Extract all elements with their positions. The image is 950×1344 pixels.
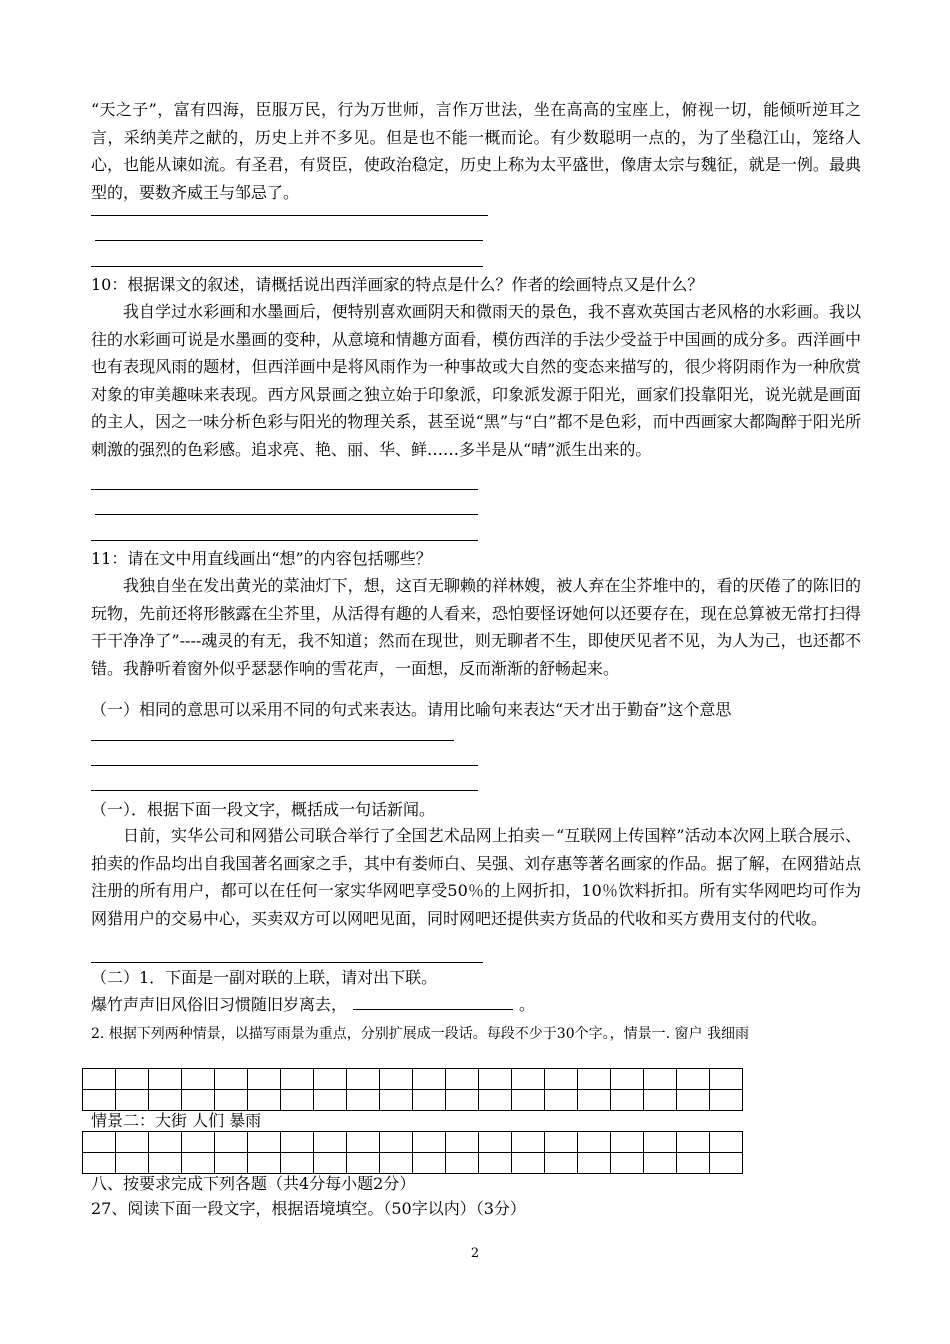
answer-line (91, 790, 478, 791)
answer-line (91, 489, 478, 490)
couplet-upper: 爆竹声声旧风俗旧习惯随旧岁离去， (91, 995, 348, 1014)
answer-line (91, 740, 454, 741)
question-10: 10：根据课文的叙述，请概括说出西洋画家的特点是什么？作者的绘画特点又是什么？ (91, 275, 704, 294)
passage-xianglin: 我独自坐在发出黄光的菜油灯下，想，这百无聊赖的祥林嫂，被人弃在尘芥堆中的，看的厌倦了的陈旧的玩物，先前还将形骸露在尘芥里，从活得有趣的人看来，恐怕要怪讶她何以还要存在，现在总算被无常打扫得干干净净了”----魂灵的有无，我不知道；然而在现世，则无聊者不生，即使厌见者不见，为人为己，也还都不错。我静听着窗外似乎瑟瑟作响的雪花声，一面想，反而渐渐的舒畅起来。 (91, 576, 861, 678)
simile-question: （一）相同的意思可以采用不同的句式来表达。请用比喻句来表达“天才出于勤奋”这个意思 (91, 700, 732, 719)
answer-line (91, 540, 478, 541)
expand-question: 2. 根据下列两种情景，以描写雨景为重点，分别扩展成一段话。每段不少于30个字。，情景一. 窗户 我细雨 (91, 1026, 749, 1042)
answer-line (95, 240, 483, 241)
couplet-question: （二）1．下面是一副对联的上联，请对出下联。 (91, 968, 438, 987)
writing-grid-scene1[interactable] (82, 1068, 743, 1111)
writing-grid-scene2[interactable] (82, 1131, 743, 1174)
couplet-answer-blank[interactable] (353, 993, 513, 1010)
section-8-heading: 八、按要求完成下列各题（共4分每小题2分） (91, 1174, 416, 1193)
scene2-label: 情景二：大街 人们 暴雨 (91, 1111, 262, 1130)
answer-line (91, 215, 488, 216)
answer-line (91, 962, 483, 963)
answer-line (95, 514, 478, 515)
answer-line (91, 765, 478, 766)
passage-emperor: “天之子”，富有四海，臣服万民，行为万世师，言作万世法，坐在高高的宝座上，俯视一切，能倾听逆耳之言，采纳美芹之献的，历史上并不多见。但是也不能一概而论。有少数聪明一点的，为了坐稳江山，笼络人心，也能从谏如流。有圣君，有贤臣，使政治稳定，历史上称为太平盛世，像唐太宗与魏征，就是一例。最典型的，要数齐威王与邹忌了。 (91, 100, 861, 202)
news-question: （一）．根据下面一段文字，概括成一句话新闻。 (91, 800, 436, 819)
passage-news: 日前，实华公司和网猎公司联合举行了全国艺术品网上拍卖－“互联网上传国粹”活动本次网上联合展示、拍卖的作品均出自我国著名画家之手，其中有娄师白、吴强、刘存惠等著名画家的作品。据了解，在网猎站点注册的所有用户，都可以在任何一家实华网吧享受50％的上网折扣，10％饮料折扣。所有实华网吧均可作为网猎用户的交易中心，买卖双方可以网吧见面，同时网吧还提供卖方货品的代收和买方费用支付的代收。 (91, 826, 861, 928)
couplet-line (91, 993, 535, 1017)
page-number: 2 (470, 1246, 480, 1261)
answer-line (91, 266, 483, 267)
question-11: 11：请在文中用直线画出“想”的内容包括哪些？ (91, 549, 432, 568)
question-27: 27、阅读下面一段文字，根据语境填空。（50字以内）（3分） (91, 1199, 526, 1218)
passage-painting: 我自学过水彩画和水墨画后，便特别喜欢画阴天和微雨天的景色，我不喜欢英国古老风格的水彩画。我以往的水彩画可说是水墨画的变种，从意境和情趣方面看，模仿西洋的手法少受益于中国画的成分多。西洋画中也有表现风雨的题材，但西洋画中是将风雨作为一种事故或大自然的变态来描写的，很少将阴雨作为一种欣赏对象的审美趣味来表现。西方风景画之独立始于印象派，印象派发源于阳光，画家们投靠阳光，说光就是画面的主人，因之一味分析色彩与阳光的物理关系，甚至说“黑”与“白”都不是色彩，而中西画家大都陶醉于阳光所刺激的强烈的色彩感。追求亮、艳、丽、华、鲜……多半是从“晴”派生出来的。 (91, 302, 861, 459)
couplet-end: 。 (519, 995, 536, 1014)
